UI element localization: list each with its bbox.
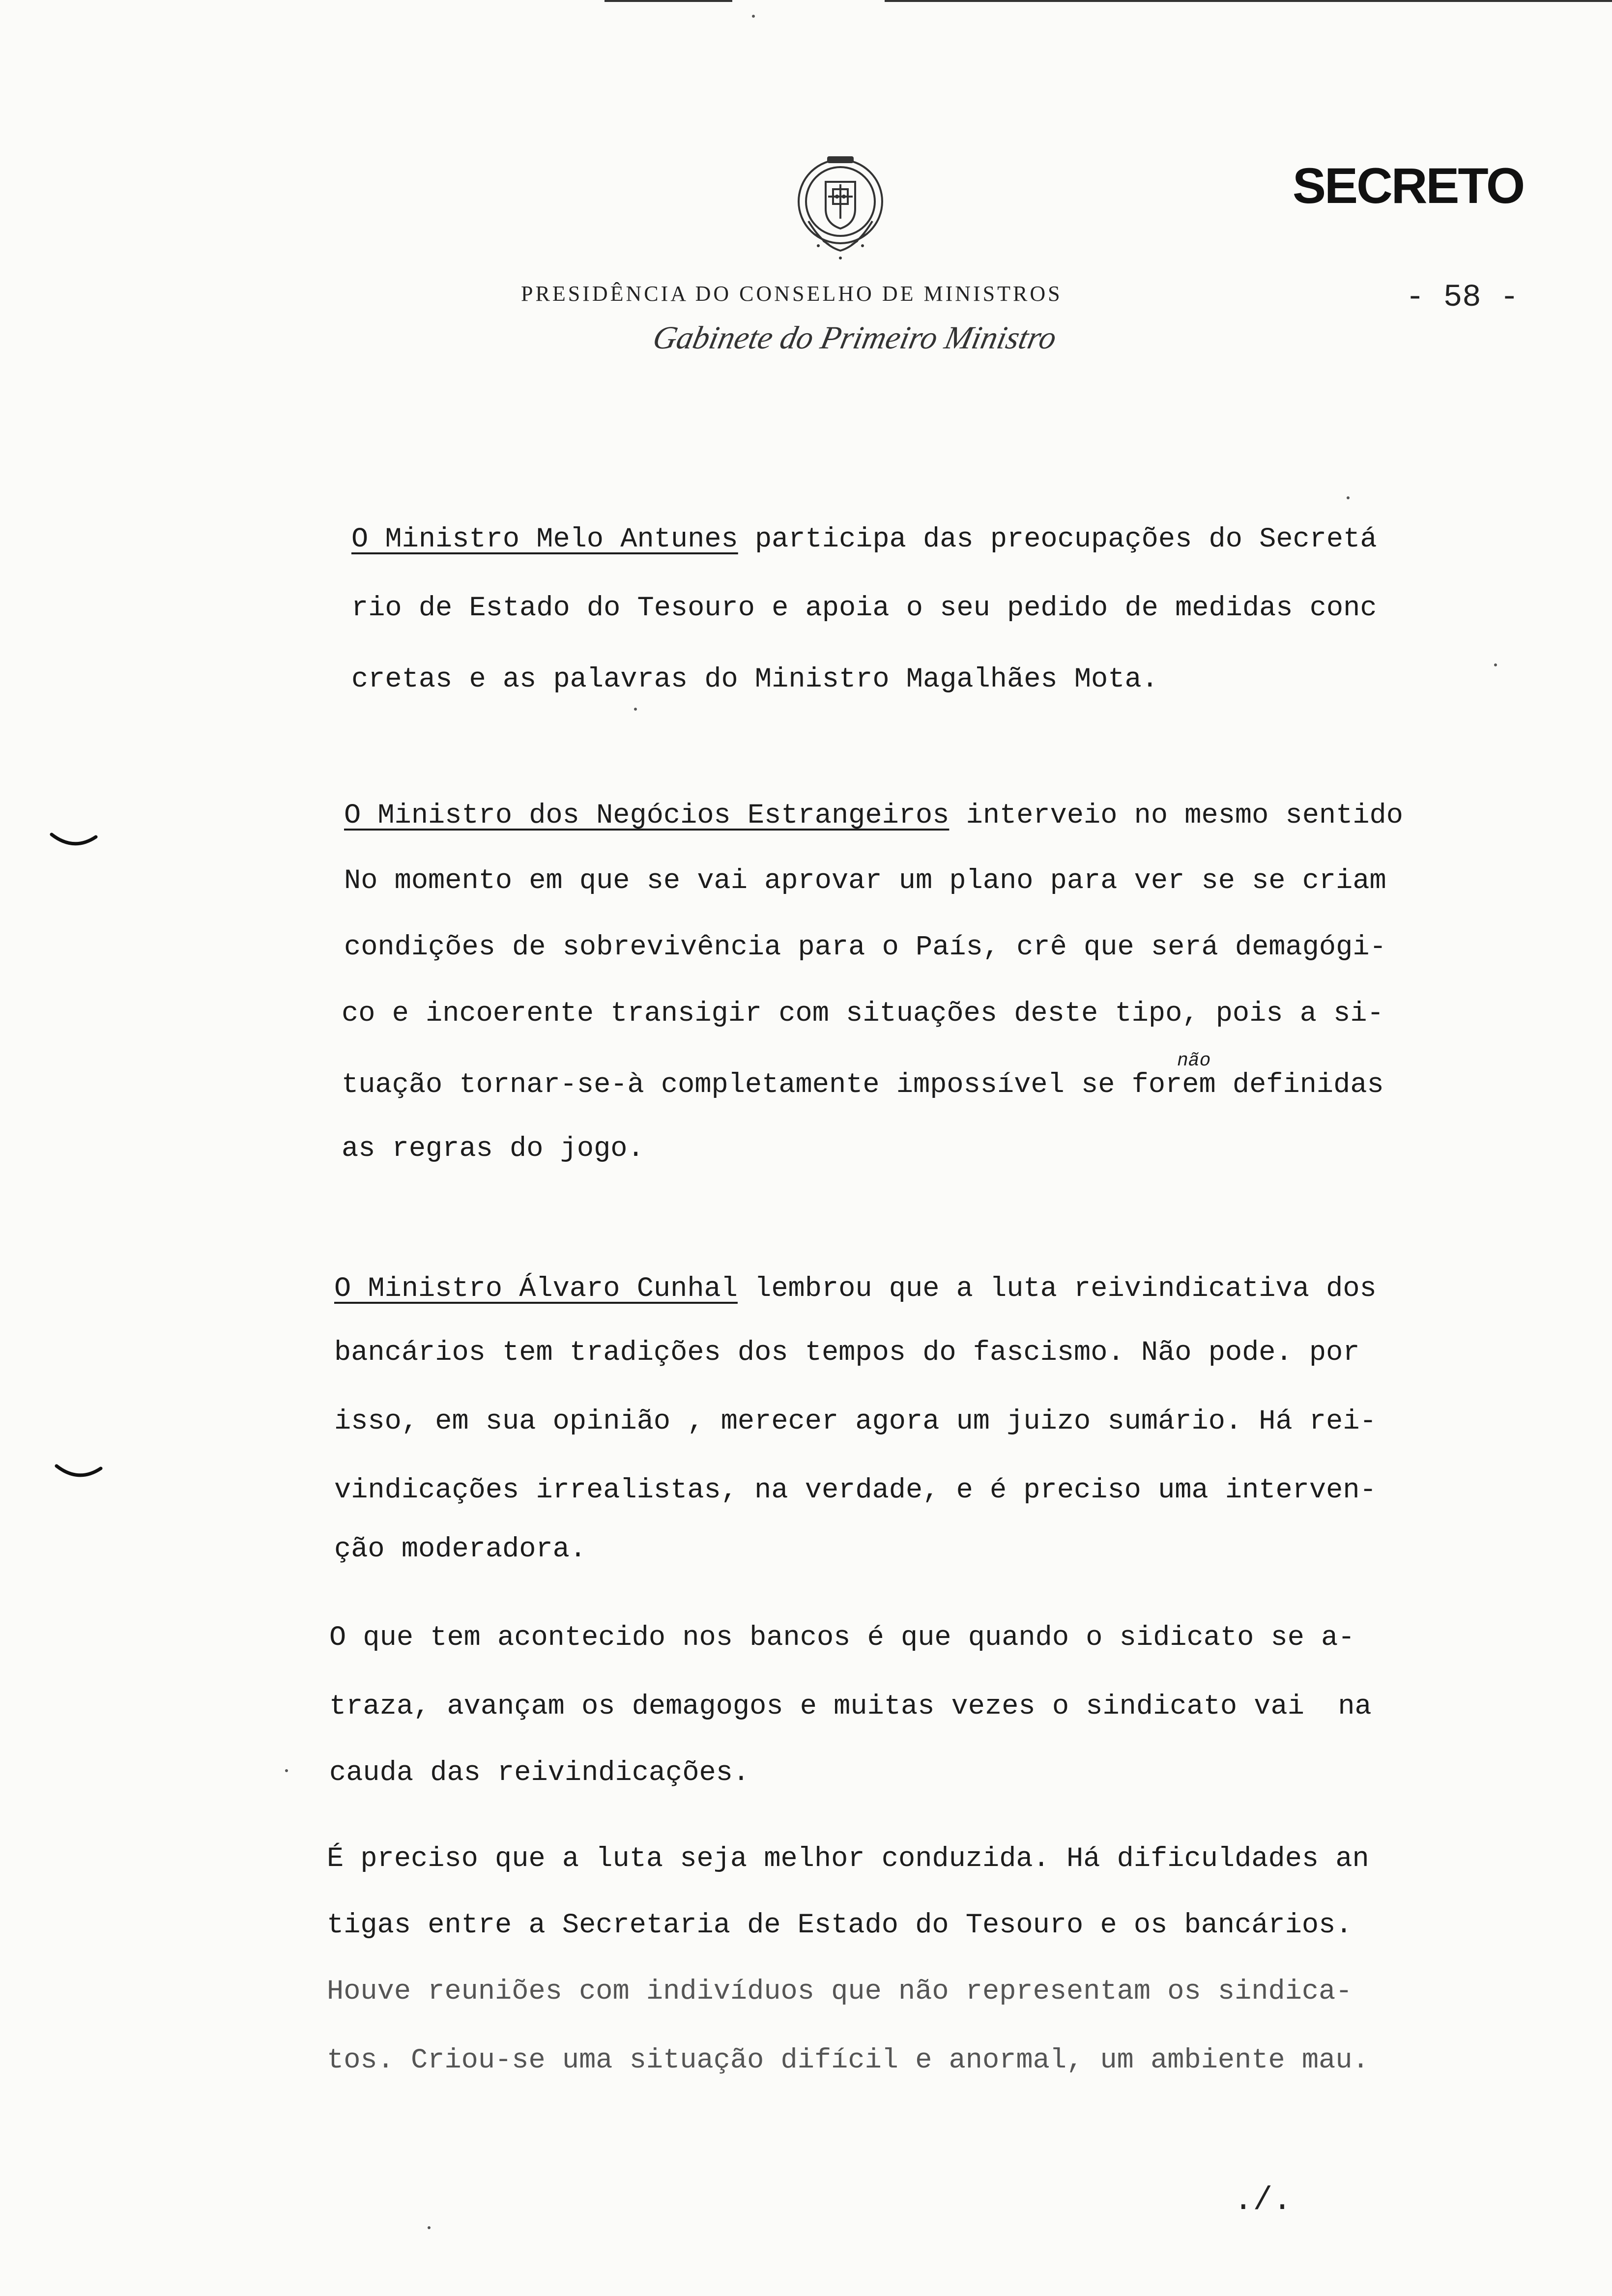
paragraph-3-line-2: bancários tem tradições dos tempos do fascismo. Não pode. por	[334, 1337, 1360, 1369]
scan-speck	[285, 1769, 288, 1772]
paragraph-5-line-4: tos. Criou-se uma situação difícil e anormal, um ambiente mau.	[327, 2045, 1369, 2076]
scan-speck	[752, 15, 755, 18]
paragraph-4-line-3: cauda das reivindicações.	[329, 1757, 750, 1789]
organization-header: PRESIDÊNCIA DO CONSELHO DE MINISTROS	[521, 282, 1063, 306]
scan-speck	[1347, 496, 1350, 499]
binder-hole-mark-icon	[54, 1462, 103, 1482]
binder-hole-mark-icon	[49, 831, 98, 850]
speaker-name: O Ministro dos Negócios Estrangeiros	[344, 800, 950, 832]
paragraph-2-line-1: O Ministro dos Negócios Estrangeiros interveio no mesmo sentido	[344, 800, 1403, 832]
speaker-name: O Ministro Álvaro Cunhal	[334, 1273, 738, 1305]
paragraph-3-line-4: vindicações irrealistas, na verdade, e é preciso uma interven-	[334, 1475, 1377, 1506]
paragraph-1-line-2: rio de Estado do Tesouro e apoia o seu pedido de medidas conc	[351, 593, 1377, 624]
paragraph-3-line-3: isso, em sua opinião , merecer agora um juizo sumário. Há rei-	[334, 1406, 1377, 1437]
paragraph-1-line-3: cretas e as palavras do Ministro Magalhães Mota.	[351, 664, 1158, 695]
paragraph-1-line-1: O Ministro Melo Antunes participa das preocupações do Secretá	[351, 524, 1377, 555]
paragraph-5-line-2: tigas entre a Secretaria de Estado do Tesouro e os bancários.	[327, 1910, 1353, 1941]
paragraph-3-line-1: O Ministro Álvaro Cunhal lembrou que a luta reivindicativa dos	[334, 1273, 1377, 1305]
paragraph-3-line-5: ção moderadora.	[334, 1534, 587, 1565]
paragraph-2-line-5: tuação tornar-se-à completamente impossível se forem definidas	[342, 1069, 1384, 1101]
classification-stamp: SECRETO	[1293, 158, 1524, 214]
handwritten-insertion: não	[1177, 1050, 1211, 1071]
office-subtitle: Gabinete do Primeiro Ministro	[650, 320, 1060, 356]
paragraph-4-line-2: traza, avançam os demagogos e muitas vezes o sindicato vai na	[329, 1691, 1372, 1722]
paragraph-2-line-4: co e incoerente transigir com situações deste tipo, pois a si-	[342, 998, 1384, 1030]
paragraph-4-line-1: O que tem acontecido nos bancos é que quando o sidicato se a-	[329, 1622, 1355, 1654]
coat-of-arms-seal	[779, 147, 902, 270]
speaker-name: O Ministro Melo Antunes	[351, 524, 738, 555]
continuation-mark: ./.	[1234, 2182, 1292, 2219]
scan-edge-line	[604, 0, 732, 2]
paragraph-2-line-2: No momento em que se vai aprovar um plano para ver se se criam	[344, 865, 1386, 897]
paragraph-5-line-3: Houve reuniões com indivíduos que não representam os sindica-	[327, 1976, 1353, 2008]
scan-edge-line	[885, 0, 1612, 2]
page-number: - 58 -	[1406, 280, 1519, 316]
paragraph-5-line-1: É preciso que a luta seja melhor conduzida. Há dificuldades an	[327, 1843, 1369, 1875]
scan-speck	[1494, 663, 1497, 666]
paragraph-2-line-6: as regras do jogo.	[342, 1133, 644, 1165]
scan-speck	[428, 2226, 431, 2229]
paragraph-2-line-3: condições de sobrevivência para o País, crê que será demagógi-	[344, 932, 1386, 963]
scan-speck	[634, 708, 637, 711]
